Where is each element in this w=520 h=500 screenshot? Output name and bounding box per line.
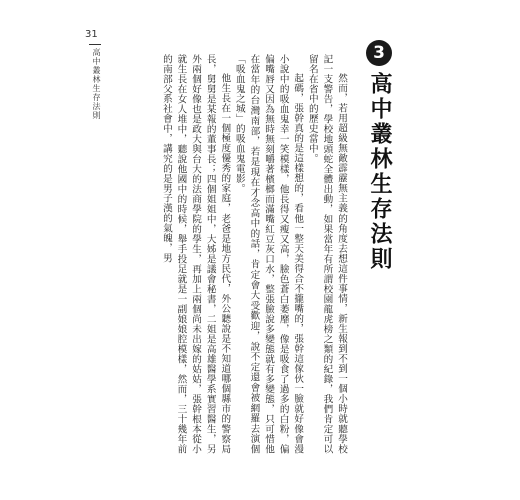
header-rule (89, 44, 101, 45)
page-number: 31 (85, 29, 98, 40)
paragraph-2: 起碼，張幹真的是這樣想的，看他一整天美得合不攏嘴的，張幹這傢伙一臉就好像會漫小說中的吸血鬼幸一笑模樣，他長得又瘦又高，臉色蒼白萎靡，像是吸食了過多的白粉，偏偏嘴唇又因為無時無刻嚼著檳榔而滿嘴紅豆灰口水，整張臉說多變態就有多變態，只可惜他在當年的台灣南部，若是現在才念高中的話，肯定會大受歡迎，說不定還會被網羅去演個「吸血鬼之城」的吸血鬼電影。 (233, 54, 304, 454)
chapter-heading (364, 40, 394, 272)
paragraph-3: 他生長在一個極度優秀的家庭，老爸是地方民代，外公聽說是不知道哪個縣市的警察局長，舅舅是某報的董事長；四個姐姐中，大姊是議會秘書，二姐是高雄醫學系實習醫生，另外兩個好像也是政大與台大的法商學院的學生，再加上兩個尚未出嫁的姑姑，張幹根本從小就生長在女人堆中，聽說他國中的時候，舉手投足就是一副娘娘腔模樣，然而，三十幾年前的南部父系社會中，講究的是男子漢的氣魄，男 (160, 54, 231, 454)
chapter-title: 高中叢林生存法則 (367, 72, 392, 272)
body-text (148, 54, 348, 454)
paragraph-1: 然而，若用超級無敵霹靂無主義的角度去想這件事情，新生報到不到一個小時就聽學校記一支警告，學校地頭蛇全體出動，如果當年有所謂校園龍虎榜之類的紀錄，我們肯定可以留名在省中的歷史當中。 (306, 54, 347, 454)
running-title: 高中叢林生存法則 (92, 48, 101, 120)
chapter-number-badge: 3 (366, 40, 392, 66)
